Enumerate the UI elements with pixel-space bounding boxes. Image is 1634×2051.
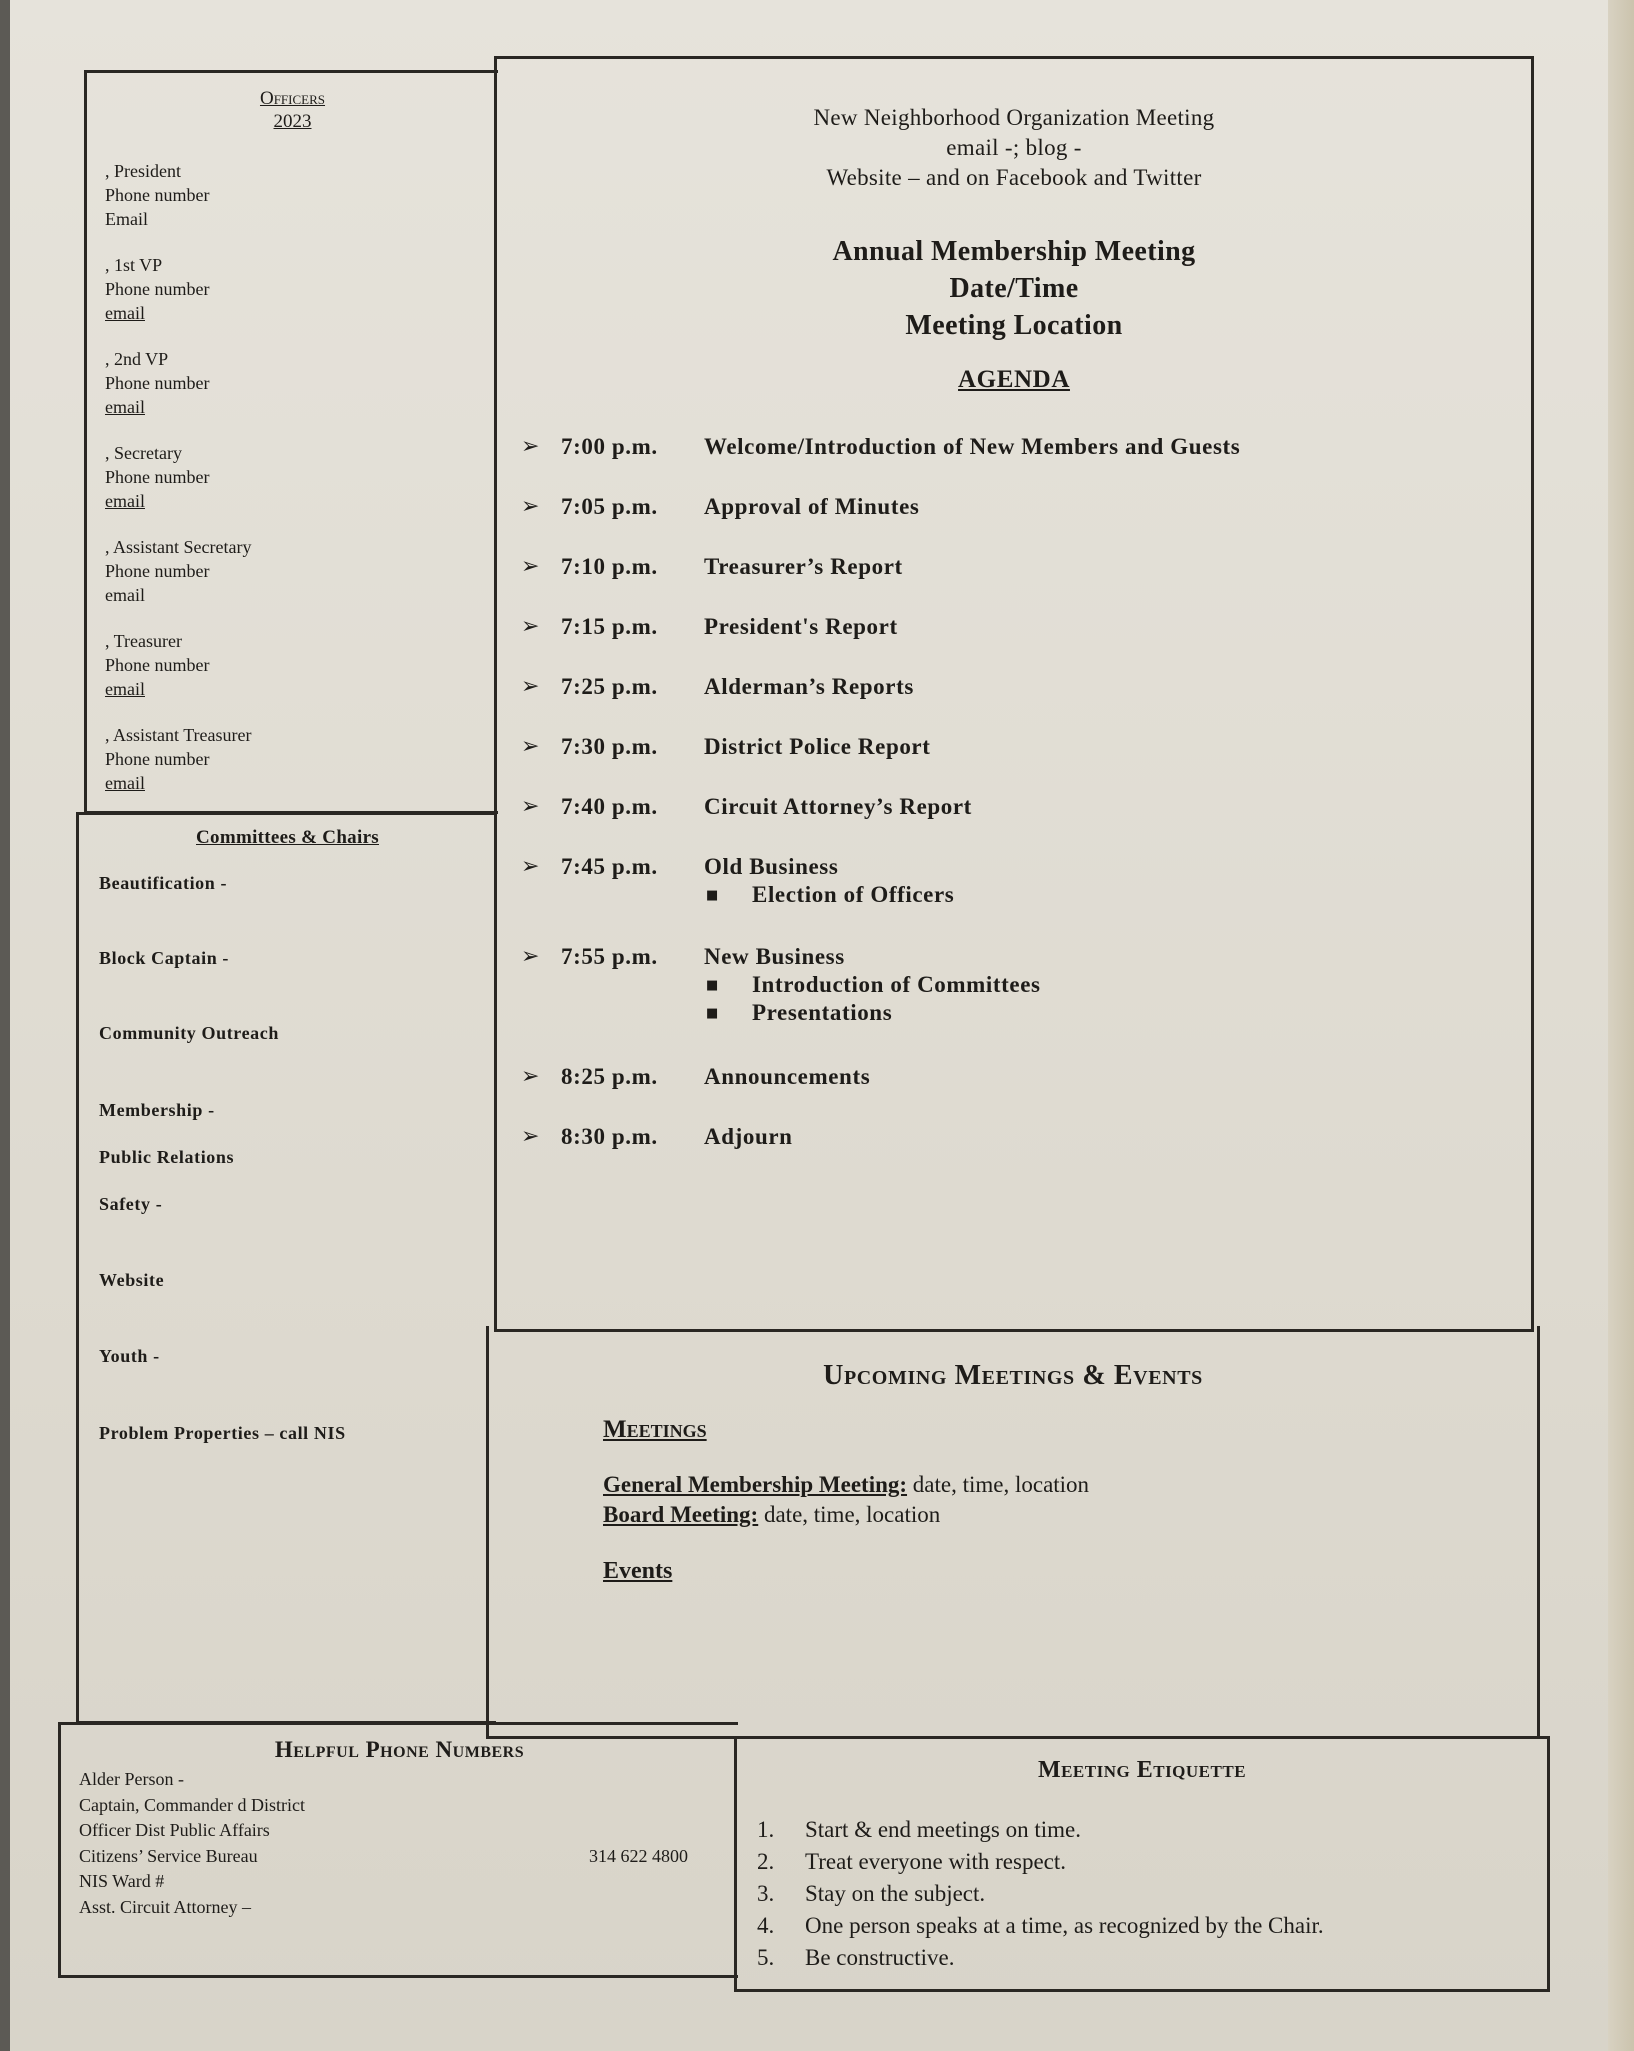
officer-email[interactable]: email xyxy=(105,773,145,793)
general-meeting-value: date, time, location xyxy=(907,1472,1090,1497)
agenda-item-block xyxy=(704,614,898,640)
org-contact: email -; blog - xyxy=(946,135,1082,160)
officer-entry xyxy=(105,629,498,701)
phone-contact-name: Alder Person - xyxy=(79,1769,184,1789)
agenda-time: 7:45 p.m. xyxy=(561,854,658,879)
agenda-item: Treasurer’s Report xyxy=(704,554,903,579)
phones-panel xyxy=(58,1722,738,1978)
officer-entry xyxy=(105,535,498,607)
arrow-bullet-icon: ➢ xyxy=(521,1124,541,1149)
committee-item: Membership - xyxy=(99,1100,215,1120)
agenda-row xyxy=(521,944,1531,1064)
officer-email[interactable]: email xyxy=(105,585,145,605)
committee-item: Block Captain - xyxy=(99,948,230,968)
committee-item: Youth - xyxy=(99,1346,160,1366)
org-header xyxy=(497,103,1531,193)
agenda-row xyxy=(521,434,1531,494)
agenda-time: 7:40 p.m. xyxy=(561,794,658,819)
agenda-item: New Business xyxy=(704,944,845,969)
officer-role: , 1st VP xyxy=(105,255,163,275)
agenda-time: 7:25 p.m. xyxy=(561,674,658,699)
officers-panel xyxy=(84,70,498,814)
upcoming-panel xyxy=(486,1326,1540,1739)
meeting-location: Meeting Location xyxy=(905,310,1123,341)
upcoming-title: Upcoming Meetings & Events xyxy=(823,1360,1203,1391)
arrow-bullet-icon: ➢ xyxy=(521,734,541,759)
rule-number: 4. xyxy=(757,1913,775,1938)
agenda-item: District Police Report xyxy=(704,734,931,759)
agenda-subitem-label: Presentations xyxy=(752,1000,893,1025)
officer-entry xyxy=(105,441,498,513)
officer-role: , 2nd VP xyxy=(105,349,169,369)
agenda-row xyxy=(521,794,1531,854)
agenda-time: 7:05 p.m. xyxy=(561,494,658,519)
phone-contact-name: Captain, Commander d District xyxy=(79,1794,305,1815)
org-web: Website – and on Facebook and Twitter xyxy=(826,165,1202,190)
agenda-item-block xyxy=(704,734,931,760)
officers-year: 2023 xyxy=(273,111,312,132)
committee-item: Safety - xyxy=(99,1194,163,1214)
agenda-row xyxy=(521,674,1531,734)
officer-phone: Phone number xyxy=(105,279,210,299)
agenda-item-block xyxy=(704,1064,870,1090)
left-edge-shadow xyxy=(0,0,10,2051)
agenda-subitem-label: Introduction of Committees xyxy=(752,972,1041,997)
agenda-item-block xyxy=(704,1124,793,1150)
officer-email[interactable]: email xyxy=(105,679,145,699)
officer-email[interactable]: Email xyxy=(105,209,148,229)
square-bullet-icon: ■ xyxy=(706,1006,719,1021)
agenda-item: Circuit Attorney’s Report xyxy=(704,794,972,819)
agenda-item: Old Business xyxy=(704,854,839,879)
officer-email[interactable]: email xyxy=(105,303,145,323)
etiquette-panel xyxy=(734,1736,1550,1992)
committee-item: Problem Properties – call NIS xyxy=(99,1423,346,1443)
agenda-item: Alderman’s Reports xyxy=(704,674,914,699)
etiquette-title: Meeting Etiquette xyxy=(1037,1757,1247,1783)
meetings-heading: Meetings xyxy=(603,1416,707,1443)
rule-text: One person speaks at a time, as recognized by the Chair. xyxy=(805,1913,1324,1938)
officer-phone: Phone number xyxy=(105,749,210,769)
officers-title: Officers xyxy=(259,88,326,109)
agenda-row xyxy=(521,1124,1531,1184)
officer-phone: Phone number xyxy=(105,373,210,393)
committees-panel xyxy=(76,812,496,1724)
arrow-bullet-icon: ➢ xyxy=(521,1064,541,1089)
rule-number: 1. xyxy=(757,1817,775,1842)
agenda-item-block xyxy=(704,494,919,520)
phone-row xyxy=(79,1869,738,1895)
rule-text: Treat everyone with respect. xyxy=(805,1849,1067,1874)
agenda-item-block xyxy=(704,434,1240,460)
general-meeting-row xyxy=(603,1470,1537,1500)
officer-role: , Assistant Treasurer xyxy=(105,725,252,745)
rule-number: 3. xyxy=(757,1881,775,1906)
committee-item: Beautification - xyxy=(99,873,228,893)
officer-role: , Treasurer xyxy=(105,631,182,651)
phone-contact-name: Asst. Circuit Attorney – xyxy=(79,1896,251,1917)
agenda-item: Welcome/Introduction of New Members and Guests xyxy=(704,434,1241,459)
officer-email[interactable]: email xyxy=(105,491,145,511)
agenda-subitem-label: Election of Officers xyxy=(752,882,955,907)
phone-list xyxy=(79,1767,738,1920)
agenda-time: 7:00 p.m. xyxy=(561,434,658,459)
officer-list xyxy=(87,159,498,795)
agenda-row xyxy=(521,1064,1531,1124)
phone-row xyxy=(79,1767,738,1793)
meeting-datetime: Date/Time xyxy=(949,273,1079,304)
officer-role: , President xyxy=(105,161,181,181)
agenda-item-block xyxy=(704,554,903,580)
agenda-row xyxy=(521,494,1531,554)
officer-entry xyxy=(105,159,498,231)
officer-entry xyxy=(105,347,498,419)
rule-text: Be constructive. xyxy=(805,1945,955,1970)
etiquette-rule xyxy=(757,1814,1547,1846)
agenda-panel xyxy=(494,56,1534,1332)
agenda-subitem xyxy=(704,1000,1041,1026)
phones-title: Helpful Phone Numbers xyxy=(274,1737,525,1762)
arrow-bullet-icon: ➢ xyxy=(521,854,541,879)
meeting-title: Annual Membership Meeting xyxy=(832,236,1196,267)
committee-item: Website xyxy=(99,1270,165,1290)
etiquette-rule xyxy=(757,1942,1547,1974)
agenda-item-block xyxy=(704,674,914,700)
right-edge-shadow xyxy=(1608,0,1634,2051)
agenda-time: 7:10 p.m. xyxy=(561,554,658,579)
arrow-bullet-icon: ➢ xyxy=(521,554,541,579)
etiquette-rule xyxy=(757,1910,1547,1942)
arrow-bullet-icon: ➢ xyxy=(521,794,541,819)
agenda-item-block xyxy=(704,854,954,908)
agenda-list xyxy=(521,434,1531,1184)
etiquette-rule xyxy=(757,1878,1547,1910)
officer-role: , Assistant Secretary xyxy=(105,537,252,557)
agenda-item: Announcements xyxy=(704,1064,871,1089)
board-meeting-label: Board Meeting: xyxy=(603,1502,759,1527)
board-meeting-row xyxy=(603,1500,1537,1530)
agenda-row xyxy=(521,734,1531,794)
etiquette-rule xyxy=(757,1846,1547,1878)
officer-role: , Secretary xyxy=(105,443,182,463)
agenda-time: 7:55 p.m. xyxy=(561,944,658,969)
arrow-bullet-icon: ➢ xyxy=(521,674,541,699)
arrow-bullet-icon: ➢ xyxy=(521,494,541,519)
agenda-row xyxy=(521,854,1531,944)
org-name: New Neighborhood Organization Meeting xyxy=(813,105,1215,130)
phone-contact-name: NIS Ward # xyxy=(79,1871,165,1891)
phone-number: 314 622 4800 xyxy=(589,1845,688,1866)
agenda-subitem xyxy=(704,972,1041,998)
general-meeting-label: General Membership Meeting: xyxy=(603,1472,908,1497)
agenda-row xyxy=(521,614,1531,674)
phone-row xyxy=(79,1793,738,1819)
phone-contact-name: Officer Dist Public Affairs xyxy=(79,1820,270,1840)
agenda-item: Approval of Minutes xyxy=(704,494,920,519)
rule-text: Start & end meetings on time. xyxy=(805,1817,1081,1842)
arrow-bullet-icon: ➢ xyxy=(521,614,541,639)
events-heading: Events xyxy=(603,1558,673,1584)
committee-item: Community Outreach xyxy=(99,1023,279,1043)
agenda-item: Adjourn xyxy=(704,1124,793,1149)
phone-row xyxy=(79,1818,738,1844)
officer-entry xyxy=(105,253,498,325)
officer-phone: Phone number xyxy=(105,467,210,487)
officer-phone: Phone number xyxy=(105,561,210,581)
agenda-item: President's Report xyxy=(704,614,898,639)
agenda-row xyxy=(521,554,1531,614)
etiquette-list xyxy=(757,1814,1547,1974)
square-bullet-icon: ■ xyxy=(706,888,719,903)
agenda-item-block xyxy=(704,944,1041,1026)
committees-title: Committees & Chairs xyxy=(196,827,379,848)
phone-row xyxy=(79,1895,738,1921)
agenda-time: 8:25 p.m. xyxy=(561,1064,658,1089)
committee-list xyxy=(79,873,496,1444)
officer-entry xyxy=(105,723,498,795)
agenda-heading: AGENDA xyxy=(958,366,1070,393)
meeting-title-block xyxy=(497,233,1531,344)
agenda-time: 8:30 p.m. xyxy=(561,1124,658,1149)
board-meeting-value: date, time, location xyxy=(758,1502,941,1527)
officer-phone: Phone number xyxy=(105,655,210,675)
square-bullet-icon: ■ xyxy=(706,978,719,993)
rule-number: 5. xyxy=(757,1945,775,1970)
agenda-subitem xyxy=(704,882,954,908)
agenda-item-block xyxy=(704,794,972,820)
officer-email[interactable]: email xyxy=(105,397,145,417)
phone-row xyxy=(79,1844,738,1870)
rule-number: 2. xyxy=(757,1849,775,1874)
officer-phone: Phone number xyxy=(105,185,210,205)
agenda-time: 7:30 p.m. xyxy=(561,734,658,759)
agenda-time: 7:15 p.m. xyxy=(561,614,658,639)
upcoming-body xyxy=(603,1416,1537,1585)
rule-text: Stay on the subject. xyxy=(805,1881,986,1906)
committee-item: Public Relations xyxy=(99,1147,235,1167)
arrow-bullet-icon: ➢ xyxy=(521,434,541,459)
phone-contact-name: Citizens’ Service Bureau xyxy=(79,1845,258,1866)
arrow-bullet-icon: ➢ xyxy=(521,944,541,969)
